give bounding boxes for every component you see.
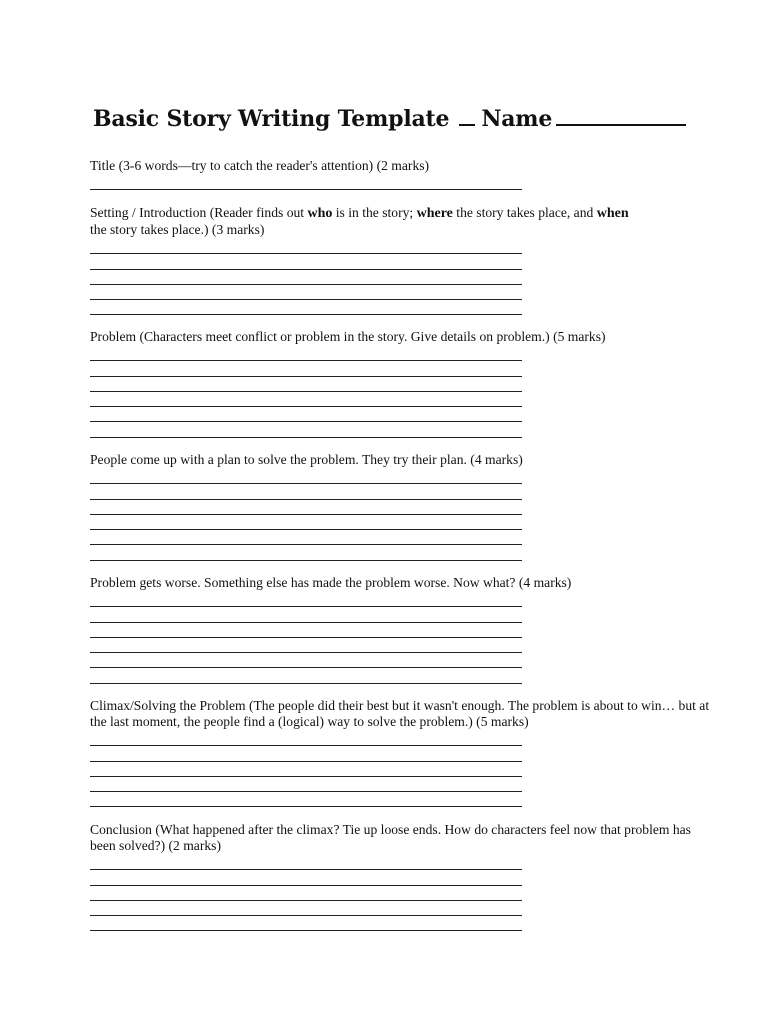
section-prompt: Climax/Solving the Problem (The people did their best but it wasn't enough. The problem is about to win… but at the last moment, the people find a (logical) way to solve the problem.) (5 marks) xyxy=(90,698,710,729)
answer-line[interactable] xyxy=(90,239,522,254)
answer-line[interactable] xyxy=(90,300,522,315)
answer-line[interactable] xyxy=(90,500,522,515)
answer-line[interactable] xyxy=(90,653,522,668)
answer-line[interactable] xyxy=(90,916,522,931)
answer-line[interactable] xyxy=(90,777,522,792)
answer-line[interactable] xyxy=(90,254,522,269)
answer-line[interactable] xyxy=(90,270,522,285)
title-blank-line xyxy=(459,106,475,126)
section-climax xyxy=(90,698,710,807)
answer-line[interactable] xyxy=(90,346,522,361)
answer-line[interactable] xyxy=(90,886,522,901)
name-blank-line xyxy=(556,106,686,126)
section-plan xyxy=(90,452,710,561)
answer-line[interactable] xyxy=(90,746,522,761)
answer-line[interactable] xyxy=(90,407,522,422)
page-title xyxy=(93,104,713,134)
answer-line[interactable] xyxy=(90,855,522,870)
answer-line[interactable] xyxy=(90,792,522,807)
answer-line[interactable] xyxy=(90,607,522,622)
answer-line[interactable] xyxy=(90,392,522,407)
answer-line[interactable] xyxy=(90,285,522,300)
answer-line[interactable] xyxy=(90,377,522,392)
answer-line[interactable] xyxy=(90,668,522,683)
answer-lines xyxy=(90,469,710,561)
answer-lines xyxy=(90,346,710,438)
answer-lines xyxy=(90,855,710,931)
answer-line[interactable] xyxy=(90,530,522,545)
section-problem xyxy=(90,329,710,438)
section-conclusion xyxy=(90,822,710,931)
section-prompt: Problem (Characters meet conflict or problem in the story. Give details on problem.) (5 marks) xyxy=(90,329,606,344)
answer-lines xyxy=(90,239,710,315)
section-prompt: People come up with a plan to solve the problem. They try their plan. (4 marks) xyxy=(90,452,523,467)
section-setting xyxy=(90,205,710,315)
answer-lines xyxy=(90,592,710,684)
answer-line[interactable] xyxy=(90,623,522,638)
answer-line[interactable] xyxy=(90,731,522,746)
answer-line[interactable] xyxy=(90,361,522,376)
answer-line[interactable] xyxy=(90,545,522,560)
answer-lines xyxy=(90,731,710,807)
answer-line[interactable] xyxy=(90,638,522,653)
answer-line[interactable] xyxy=(90,592,522,607)
answer-line[interactable] xyxy=(90,515,522,530)
title-text: Basic Story Writing Template xyxy=(93,106,450,132)
section-prompt: Conclusion (What happened after the climax? Tie up loose ends. How do characters feel now that problem has been solved?) (2 marks) xyxy=(90,822,691,853)
answer-line[interactable] xyxy=(90,175,522,190)
answer-line[interactable] xyxy=(90,422,522,437)
name-label: Name xyxy=(481,106,553,132)
answer-line[interactable] xyxy=(90,901,522,916)
section-prompt: Setting / Introduction (Reader finds out who is in the story; where the story takes place, and when the story takes place.) (3 marks) xyxy=(90,205,629,237)
answer-lines xyxy=(90,175,710,190)
section-worse xyxy=(90,575,710,684)
answer-line[interactable] xyxy=(90,870,522,885)
answer-line[interactable] xyxy=(90,469,522,484)
section-title xyxy=(90,158,710,190)
section-prompt: Title (3-6 words—try to catch the reader's attention) (2 marks) xyxy=(90,158,430,173)
answer-line[interactable] xyxy=(90,484,522,499)
section-prompt: Problem gets worse. Something else has made the problem worse. Now what? (4 marks) xyxy=(90,575,572,590)
answer-line[interactable] xyxy=(90,762,522,777)
